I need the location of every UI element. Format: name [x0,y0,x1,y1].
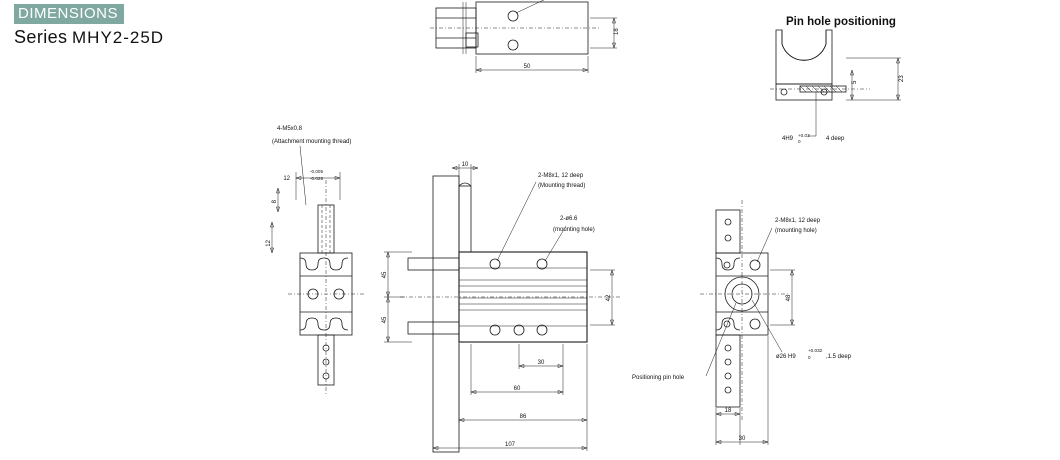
header-model-label: MHY2-25D [72,28,165,47]
pin-detail-tol-dn: 0 [798,139,801,144]
mounting-hole-label-2: (mounting hole) [553,227,595,233]
dim-left-12-tol-up: -0.005 [310,169,324,174]
mounting-thread-label-2: (Mounting thread) [538,183,586,189]
pin-detail-hole-label: 4H9 [782,136,794,142]
pin-bore-label: ø26 H9 [776,354,796,360]
dim-front-10: 10 [461,162,469,168]
dim-pin-23: 23 [899,75,905,82]
dim-right-48: 48 [786,294,792,302]
pin-detail-depth: 4 deep [826,136,845,142]
pin-bore-depth: ,1.5 deep [826,354,852,360]
dim-pin-5: 5 [852,80,858,84]
attachment-thread-label-1: 4-M5x0.8 [277,126,303,132]
dim-front-45-upper: 45 [382,271,388,279]
mounting-thread-label-1: 2-M8x1, 12 deep [538,173,584,179]
dim-right-18: 18 [724,408,732,414]
dim-top-50: 50 [523,64,531,70]
header-dimensions-label: DIMENSIONS [14,4,124,24]
attachment-thread-label-2: (Attachment mounting thread) [272,139,352,145]
pin-detail-tol-up: +0.03 [798,133,810,138]
dim-right-30: 30 [738,436,746,442]
dim-top-18: 18 [614,28,620,35]
dim-left-12b: 12 [266,240,272,247]
dim-front-42: 42 [606,294,612,302]
left-side-view [266,126,364,395]
header-series-label: Series [14,27,68,47]
dim-front-107: 107 [504,442,516,448]
front-view [382,162,620,452]
dim-front-86: 86 [519,414,527,420]
dim-left-12: 12 [283,176,290,182]
pin-hole-positioning-detail [770,30,905,144]
dim-front-30: 30 [537,360,545,366]
dim-left-12-tol-dn: -0.026 [310,176,324,181]
dim-left-8: 8 [272,200,278,204]
mounting-hole-label-1: 2-ø6.6 [560,216,578,222]
top-view-assembly [430,0,620,73]
pin-hole-positioning-title: Pin hole positioning [786,16,896,28]
right-mount-label-2: (mounting hole) [775,228,817,234]
right-side-view [632,200,852,445]
positioning-pin-hole-label: Positioning pin hole [632,375,685,381]
dim-front-45-lower: 45 [382,316,388,324]
pin-bore-tol-dn: 0 [808,355,811,360]
dim-front-60: 60 [513,386,521,392]
right-mount-label-1: 2-M8x1, 12 deep [775,218,821,224]
pin-bore-tol-up: +0.032 [808,348,823,353]
